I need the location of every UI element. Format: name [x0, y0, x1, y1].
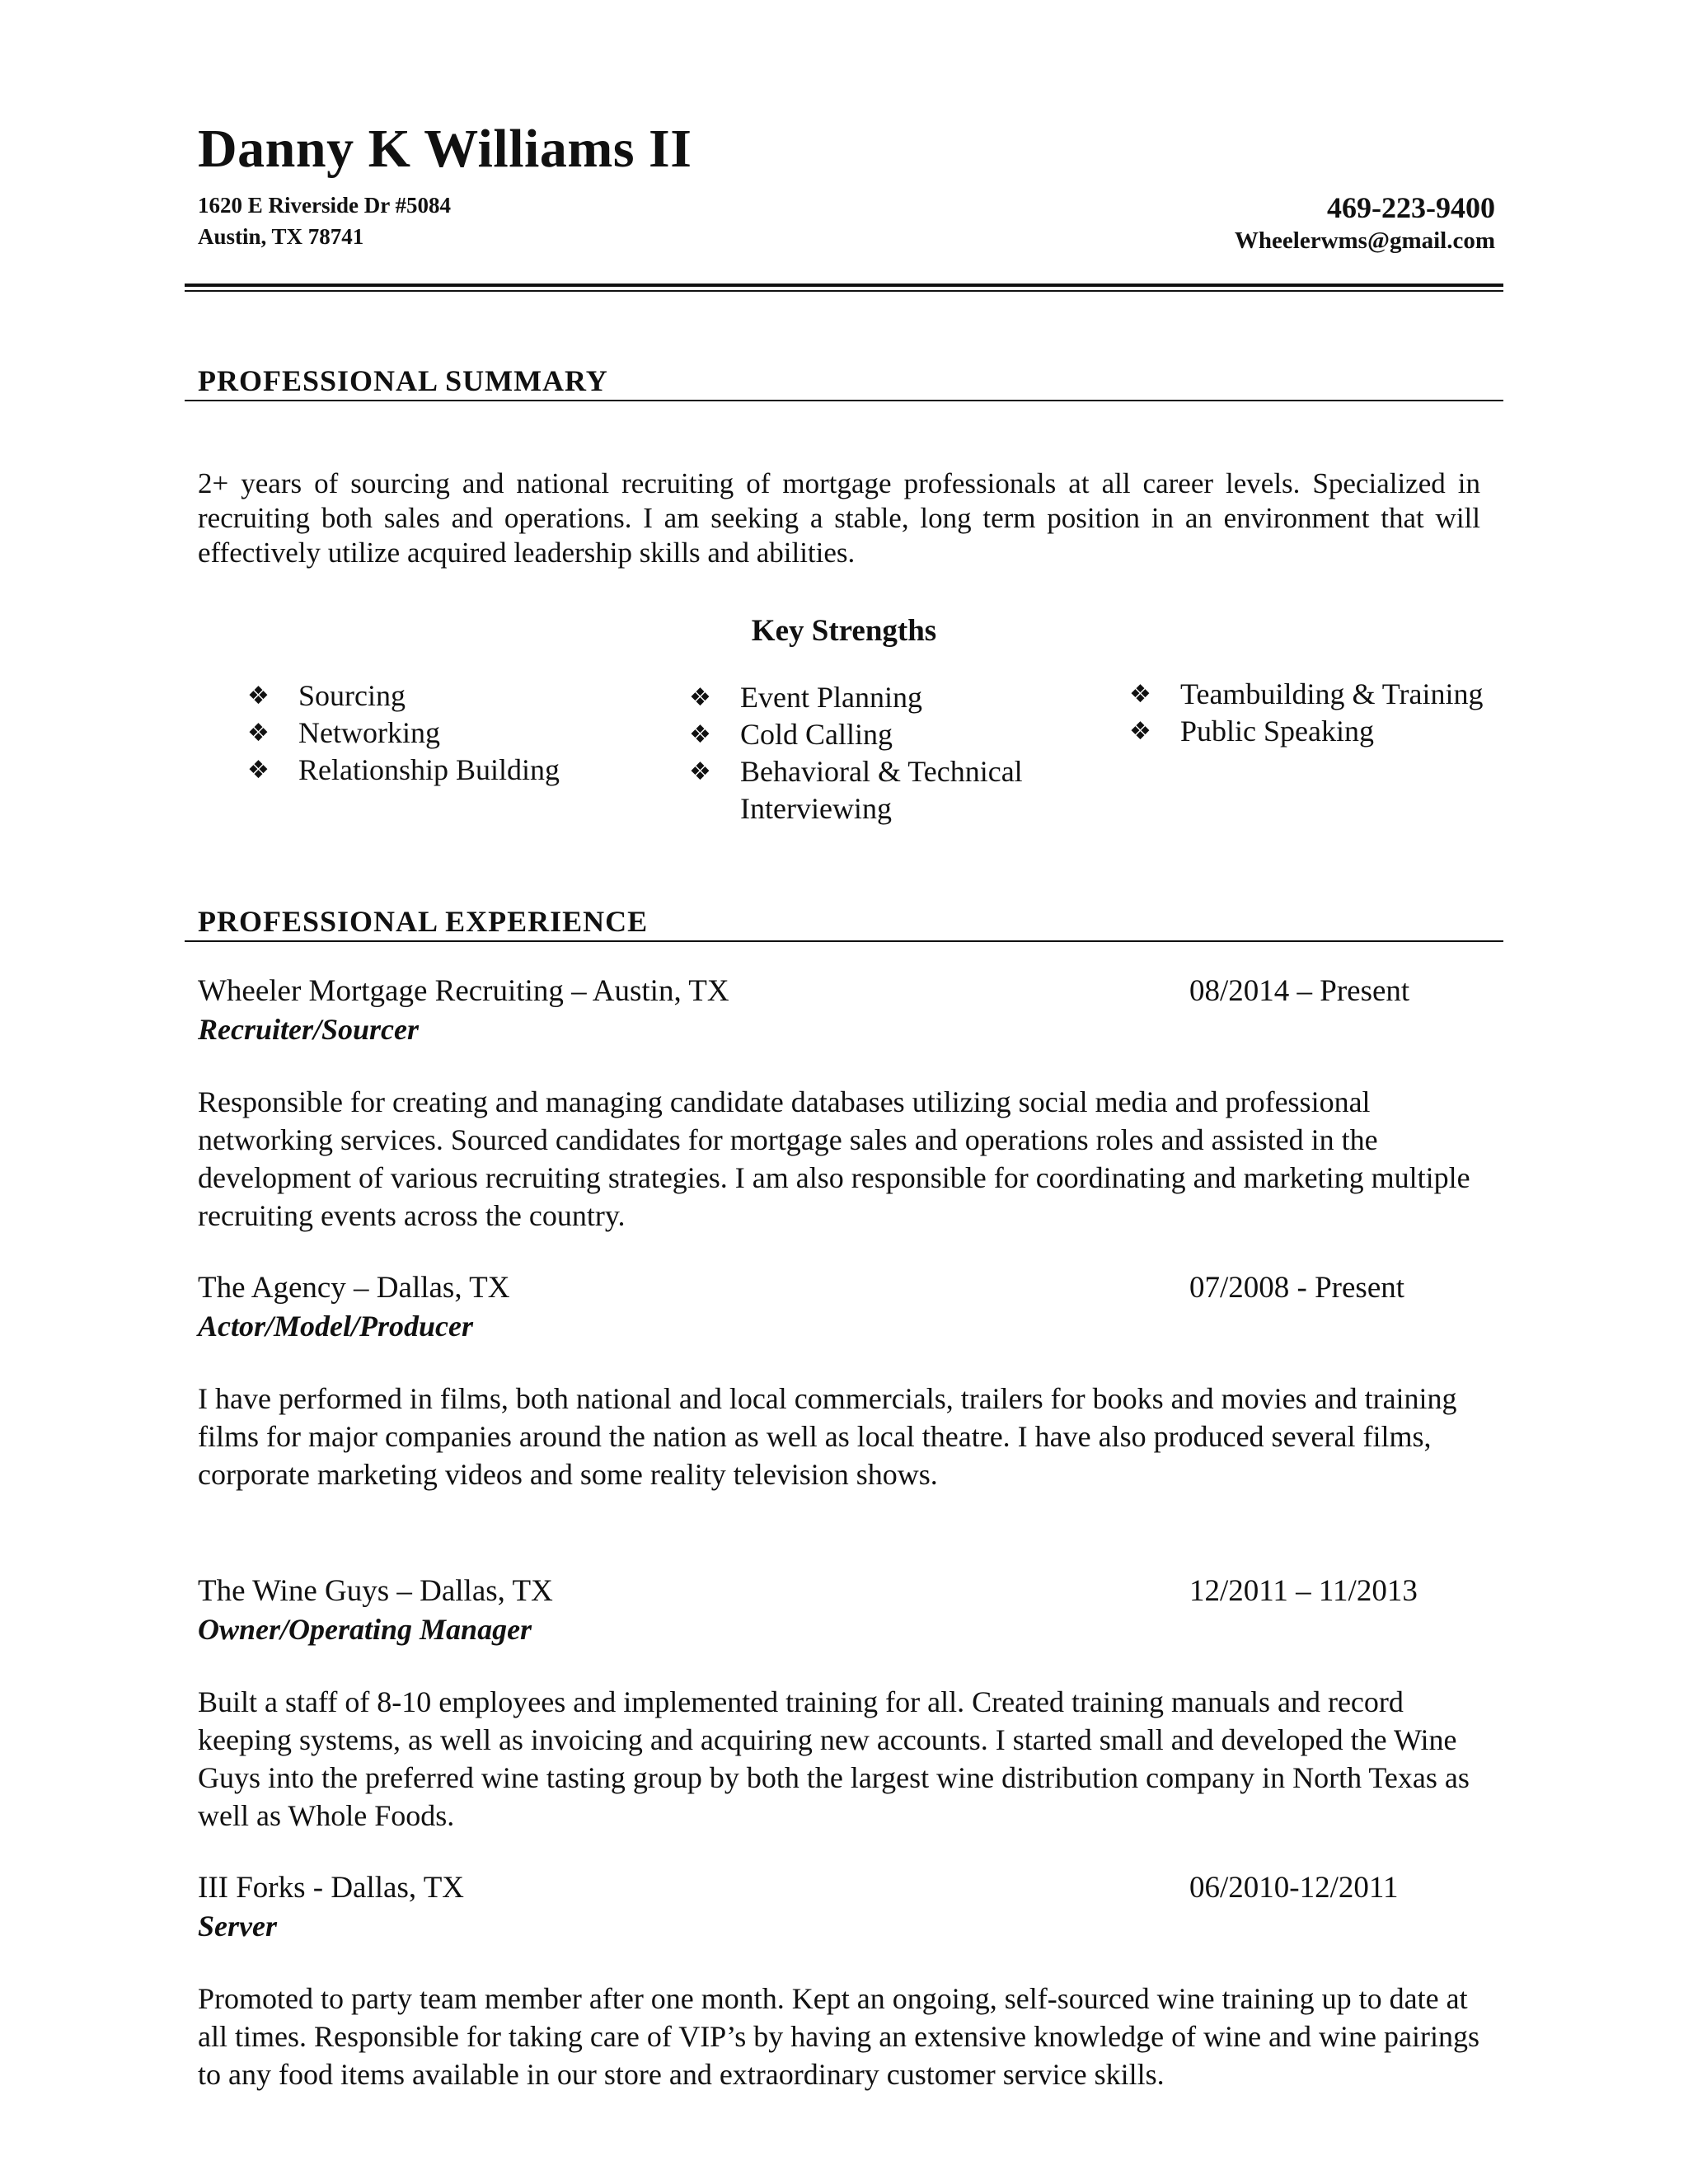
- diamond-bullet-icon: ❖: [1129, 680, 1151, 709]
- key-strengths-column-3: [1129, 676, 1492, 750]
- key-strengths-heading: Key Strengths: [751, 614, 937, 648]
- diamond-bullet-icon: ❖: [247, 756, 270, 785]
- job-dates: 07/2008 - Present: [1189, 1271, 1405, 1305]
- experience-heading: PROFESSIONAL EXPERIENCE: [198, 905, 649, 938]
- summary-divider: [185, 400, 1503, 401]
- experience-divider: [185, 940, 1503, 942]
- email-address: Wheelerwms@gmail.com: [1234, 227, 1495, 254]
- strength-label: Teambuilding & Training: [1180, 677, 1484, 710]
- summary-heading: PROFESSIONAL SUMMARY: [198, 364, 608, 397]
- strength-label: Relationship Building: [298, 753, 560, 786]
- strength-label: Cold Calling: [740, 718, 893, 751]
- strength-label: Event Planning: [740, 681, 922, 714]
- job-description: Built a staff of 8-10 employees and implemented training for all. Created training manuals and record keeping systems, as well as invoicing and acquiring new accounts. I started small and developed the Wine Guys into the preferred wine tasting group by both the largest wine distribution company in North Texas as well as Whole Foods.: [198, 1685, 1470, 1832]
- job-dates: 12/2011 – 11/2013: [1189, 1574, 1418, 1608]
- job-role: Recruiter/Sourcer: [198, 1013, 420, 1046]
- job-company: The Agency – Dallas, TX: [198, 1271, 510, 1305]
- experience-entry: [198, 1572, 1484, 1835]
- list-item: [247, 752, 610, 789]
- job-description: Promoted to party team member after one month. Kept an ongoing, self-sourced wine training up to date at all times. Responsible for taking care of VIP’s by having an extensive knowledge of wine and wine pairings to any food items available in our store and extraordinary customer service skills.: [198, 1982, 1479, 2091]
- diamond-bullet-icon: ❖: [1129, 717, 1151, 746]
- key-strengths-column-1: [247, 677, 610, 789]
- strength-label: Sourcing: [298, 679, 406, 712]
- list-item: [247, 677, 610, 715]
- list-item: [689, 679, 1052, 716]
- job-company: III Forks - Dallas, TX: [198, 1871, 465, 1905]
- job-dates: 06/2010-12/2011: [1189, 1871, 1399, 1905]
- list-item: [1129, 676, 1492, 713]
- summary-text: 2+ years of sourcing and national recruiting of mortgage professionals at all career levels. Specialized in recruiting both sales and operations. I am seeking a stable, long term position in an environment that will effectively utilize acquired leadership skills and abilities.: [198, 467, 1480, 569]
- phone-number: 469-223-9400: [1327, 191, 1495, 224]
- candidate-name: Danny K Williams II: [198, 119, 692, 179]
- job-role: Server: [198, 1910, 277, 1943]
- diamond-bullet-icon: ❖: [689, 757, 711, 786]
- strength-label: Behavioral & Technical Interviewing: [740, 755, 1023, 825]
- strength-label: Public Speaking: [1180, 715, 1374, 748]
- job-description: I have performed in films, both national and local commercials, trailers for books and movies and training films for major companies around the nation as well as local theatre. I have also produced several films, corporate marketing videos and some reality television shows.: [198, 1382, 1457, 1491]
- diamond-bullet-icon: ❖: [689, 683, 711, 712]
- job-role: Owner/Operating Manager: [198, 1613, 532, 1646]
- job-dates: 08/2014 – Present: [1189, 974, 1410, 1008]
- strength-label: Networking: [298, 716, 440, 749]
- header-divider-thick: [185, 284, 1503, 287]
- diamond-bullet-icon: ❖: [689, 720, 711, 749]
- job-role: Actor/Model/Producer: [198, 1310, 473, 1343]
- list-item: [689, 716, 1052, 753]
- job-description: Responsible for creating and managing candidate databases utilizing social media and professional networking services. Sourced candidates for mortgage sales and operations roles and assisted in the development of various recruiting strategies. I am also responsible for coordinating and marketing multiple recruiting events across the country.: [198, 1085, 1470, 1232]
- list-item: [1129, 713, 1492, 750]
- key-strengths-column-2: [689, 679, 1052, 827]
- job-company: Wheeler Mortgage Recruiting – Austin, TX: [198, 974, 729, 1008]
- address-line-2: Austin, TX 78741: [198, 224, 364, 249]
- experience-entry: [198, 972, 1484, 1235]
- experience-entry: [198, 1269, 1484, 1493]
- diamond-bullet-icon: ❖: [247, 719, 270, 748]
- list-item: [247, 715, 610, 752]
- list-item: [689, 753, 1052, 827]
- header-divider-thin: [185, 290, 1503, 292]
- address-line-1: 1620 E Riverside Dr #5084: [198, 193, 451, 218]
- job-company: The Wine Guys – Dallas, TX: [198, 1574, 553, 1608]
- diamond-bullet-icon: ❖: [247, 682, 270, 710]
- experience-entry: [198, 1869, 1484, 2093]
